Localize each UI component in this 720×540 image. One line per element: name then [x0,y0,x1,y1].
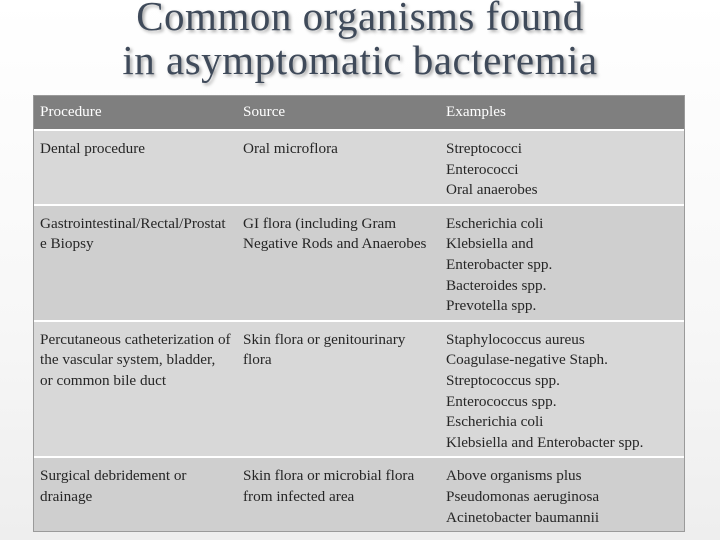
source-cell: GI flora (including Gram Negative Rods and Anaerobes [237,205,440,321]
header-procedure: Procedure [34,96,237,130]
example-item: Streptococcus spp. [446,371,560,389]
title-line-2: in asymptomatic bacteremia [122,37,598,83]
table-row [34,130,684,205]
example-item: Coagulase-negative Staph. [446,351,608,369]
procedure-cell: Surgical debridement or drainage [34,457,237,531]
examples-cell [440,321,684,458]
source-cell: Skin flora or genitourinary flora [237,321,440,458]
table-header-row [34,96,684,130]
example-item: Enterobacter spp. [446,255,553,273]
organisms-table [34,96,684,531]
table-row [34,205,684,321]
procedure-cell: Gastrointestinal/Rectal/Prostate Biopsy [34,205,237,321]
example-item: Klebsiella and [446,235,534,253]
procedure-cell: Dental procedure [34,130,237,205]
table-row [34,457,684,531]
source-cell: Skin flora or microbial flora from infected area [237,457,440,531]
slide-title [0,0,720,82]
example-item: Prevotella spp. [446,297,537,315]
header-source: Source [237,96,440,130]
source-cell: Oral microflora [237,130,440,205]
example-item: Escherichia coli [446,413,544,431]
example-item: Above organisms plus [446,467,582,485]
example-item: Enterococcus spp. [446,392,557,410]
table-row [34,321,684,458]
example-item: Enterococci [446,160,519,178]
examples-cell [440,205,684,321]
example-item: Pseudomonas aeruginosa [446,487,600,505]
example-item: Staphylococcus aureus [446,330,585,348]
header-examples: Examples [440,96,684,130]
example-item: Bacteroides spp. [446,276,547,294]
title-line-1: Common organisms found [136,0,584,39]
example-item: Streptococci [446,140,522,157]
examples-cell [440,457,684,531]
example-item: Klebsiella and Enterobacter spp. [446,433,644,451]
example-item: Oral anaerobes [446,181,538,199]
example-item: Acinetobacter baumannii [446,508,600,526]
examples-cell [440,130,684,205]
example-item: Escherichia coli [446,214,544,232]
procedure-cell: Percutaneous catheterization of the vascular system, bladder, or common bile duct [34,321,237,458]
